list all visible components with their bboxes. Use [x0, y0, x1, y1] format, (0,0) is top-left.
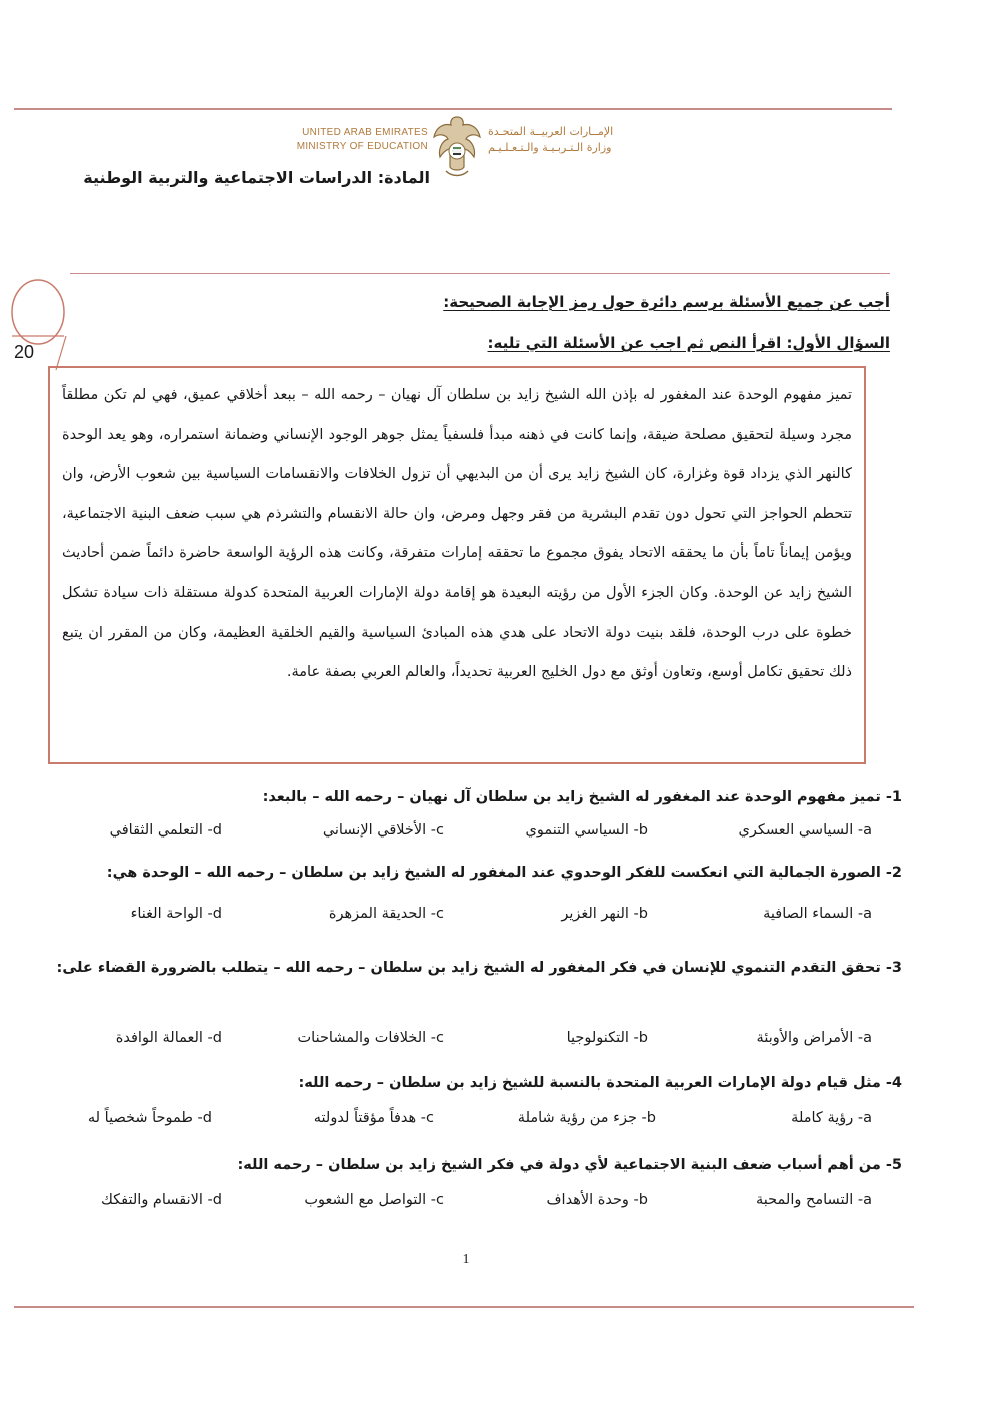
question-4: 4- مثل قيام دولة الإمارات العربية المتحدة بالنسبة للشيخ زايد بن سلطان – رحمه الله:	[298, 1075, 902, 1091]
q4-option-c[interactable]: c- هدفاً مؤقتاً لدولته	[313, 1110, 434, 1126]
bottom-rule	[14, 1306, 914, 1308]
page-number: 1	[462, 1252, 470, 1267]
question-5: 5- من أهم أسباب ضعف البنية الاجتماعية لأي دولة في فكر الشيخ زايد بن سلطان – رحمه الله:	[237, 1157, 902, 1173]
q4-option-b[interactable]: b- جزء من رؤية شاملة	[517, 1110, 656, 1126]
q3-option-d[interactable]: d- العمالة الوافدة	[115, 1030, 222, 1046]
question-1: 1- تميز مفهوم الوحدة عند المغفور له الشيخ زايد بن سلطان آل نهيان – رحمه الله – بالبعد:	[262, 789, 902, 805]
ministry-en-line2: MINISTRY OF EDUCATION	[296, 141, 428, 152]
q3-option-b[interactable]: b- التكنولوجيا	[566, 1030, 648, 1046]
q1-option-c[interactable]: c- الأخلاقي الإنساني	[322, 822, 444, 838]
subject-title: المادة: الدراسات الاجتماعية والتربية الوطنية	[83, 168, 430, 187]
q5-option-a[interactable]: a- التسامح والمحبة	[756, 1192, 872, 1208]
ministry-name-english	[268, 126, 428, 154]
top-rule	[14, 108, 892, 110]
question-one-heading: السؤال الأول: اقرأ النص ثم اجب عن الأسئلة التي تليه:	[487, 334, 890, 352]
q4-option-a[interactable]: a- رؤية كاملة	[791, 1110, 872, 1126]
uae-emblem-icon	[430, 113, 484, 179]
ministry-ar-line2: وزارة الـتـربـيـة والـتـعـلـيـم	[488, 141, 612, 154]
ministry-en-line1: UNITED ARAB EMIRATES	[302, 127, 428, 138]
passage-text: تميز مفهوم الوحدة عند المغفور له بإذن الله الشيخ زايد بن سلطان آل نهيان – رحمه الله – ببعد أخلاقي عميق، فهي لم تكن مطلقاً مجرد وسيلة لتحقيق مصلحة ضيقة، وإنما كانت في ذهنه مبدأ فلسفياً يمثل جوهر الوجود الإنساني وضمانة استمراره، وهو يعد الوحدة كالنهر الذي يزداد قوة وغزارة، كان الشيخ زايد يرى أن من البديهي أن تزول الخلافات والانقسامات السياسية بين شعوب الأرض، وان تتحطم الحواجز التي تحول دون تقدم البشرية من فقر وجهل ومرض، وان حالة الانقسام والتشرذم هي سبب ضعف البنية الاجتماعية، ويؤمن إيماناً تاماً بأن ما يحققه الاتحاد يفوق مجموع ما تحققه إمارات متفرقة، وكانت هذه الرؤية الواسعة حاضرة دائماً ضمن أحاديث الشيخ زايد عن الوحدة. وكان الجزء الأول من رؤيته البعيدة هو إقامة دولة الإمارات العربية المتحدة كدولة مستقلة ذات سيادة تشكل خطوة على درب الوحدة، فلقد بنيت دولة الاتحاد على هدي هذه المبادئ السياسية والقيم الخلقية العظيمة، وكان من المقرر ان يتبع ذلك تحقيق تكامل أوسع، وتعاون أوثق مع دول الخليج العربية تحديداً، والعالم العربي بصفة عامة.	[62, 387, 852, 681]
question-3: 3- تحقق التقدم التنموي للإنسان في فكر المغفور له الشيخ زايد بن سلطان – رحمه الله – يتطلب بالضرورة القضاء على:	[56, 960, 902, 976]
q1-option-a[interactable]: a- السياسي العسكري	[738, 822, 872, 838]
q5-option-d[interactable]: d- الانقسام والتفكك	[100, 1192, 222, 1208]
q4-option-d[interactable]: d- طموحاً شخصياً له	[87, 1110, 212, 1126]
question-2: 2- الصورة الجمالية التي انعكست للفكر الوحدوي عند المغفور له الشيخ زايد بن سلطان – رحمه الله – الوحدة هي:	[106, 865, 902, 881]
score-total: 20	[14, 342, 35, 362]
q3-option-c[interactable]: c- الخلافات والمشاحنات	[297, 1030, 444, 1046]
q5-option-b[interactable]: b- وحدة الأهداف	[546, 1192, 648, 1208]
reading-passage	[48, 366, 866, 764]
ministry-ar-line1: الإمــارات العربيــة المتحـدة	[488, 125, 614, 138]
q1-option-d[interactable]: d- التعلمي الثقافي	[109, 822, 222, 838]
section-rule	[70, 273, 890, 274]
q5-option-c[interactable]: c- التواصل مع الشعوب	[304, 1192, 444, 1208]
q2-option-a[interactable]: a- السماء الصافية	[763, 906, 872, 922]
instructions-heading: أجب عن جميع الأسئلة برسم دائرة حول رمز الإجابة الصحيحة:	[443, 293, 890, 311]
q3-option-a[interactable]: a- الأمراض والأوبئة	[756, 1030, 872, 1046]
q2-option-b[interactable]: b- النهر الغزير	[561, 906, 648, 922]
q2-option-d[interactable]: d- الواحة الغناء	[130, 906, 222, 922]
ministry-name-arabic	[488, 124, 648, 156]
q1-option-b[interactable]: b- السياسي التنموي	[525, 822, 648, 838]
q2-option-c[interactable]: c- الحديقة المزهرة	[328, 906, 444, 922]
